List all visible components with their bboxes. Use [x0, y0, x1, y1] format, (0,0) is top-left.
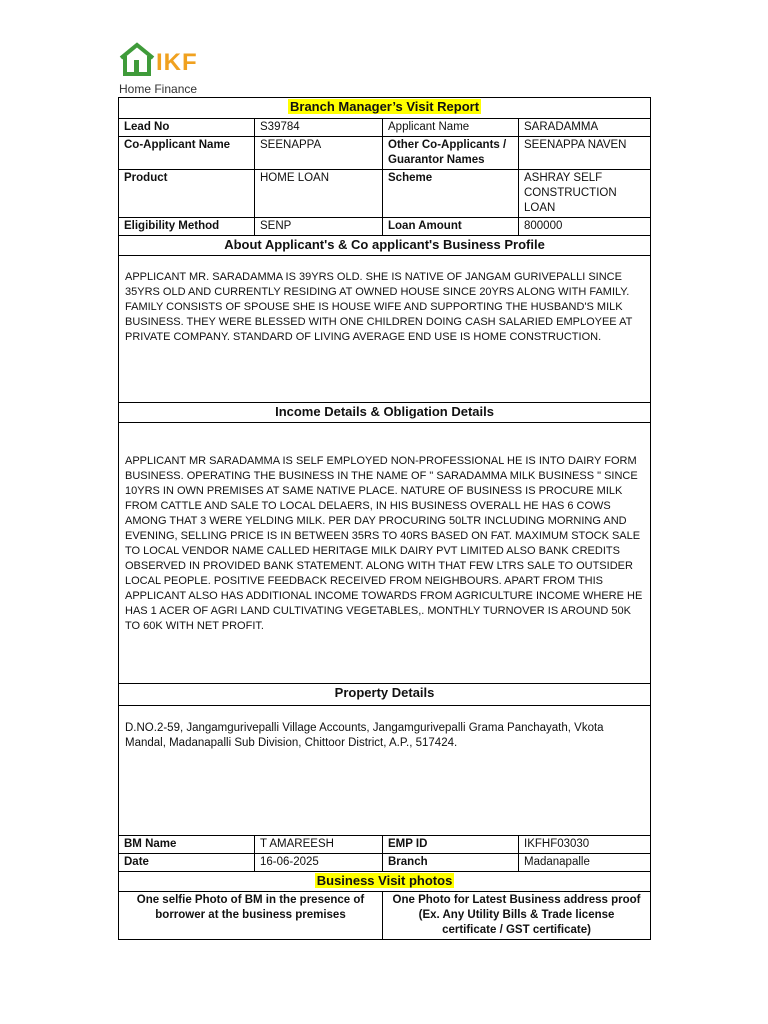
- emp-id-label: EMP ID: [383, 836, 519, 854]
- property-text: D.NO.2-59, Jangamgurivepalli Village Accounts, Jangamgurivepalli Grama Panchayath, Vkota Mandal, Madanapalli Sub Division, Chittoor District, A.P., 517424.: [119, 706, 651, 836]
- branch-label: Branch: [383, 854, 519, 872]
- logo-brand: IKF: [156, 49, 198, 76]
- other-co-applicants-value: SEENAPPA NAVEN: [519, 137, 651, 170]
- eligibility-label: Eligibility Method: [119, 218, 255, 236]
- income-title: Income Details & Obligation Details: [119, 403, 651, 423]
- report-title-text: Branch Manager’s Visit Report: [290, 99, 480, 114]
- emp-id-value: IKFHF03030: [519, 836, 651, 854]
- eligibility-value: SENP: [255, 218, 383, 236]
- house-icon: [118, 42, 156, 76]
- branch-value: Madanapalle: [519, 854, 651, 872]
- loan-amount-label: Loan Amount: [383, 218, 519, 236]
- date-label: Date: [119, 854, 255, 872]
- business-profile-text: APPLICANT MR. SARADAMMA IS 39YRS OLD. SHE IS NATIVE OF JANGAM GURIVEPALLI SINCE 35YRS OLD AND CURRENTLY RESIDING AT OWNED HOUSE SINCE 20YRS ALONG WITH FAMILY. FAMILY CONSISTS OF SPOUSE SHE IS HOUSE WIFE AND SUPPORTING THE HUSBAND'S MILK BUSINESS. THEY WERE BLESSED WITH ONE CHILDREN DOING CASH SALARIED EMPLOYEE AT PRIVATE COMPANY. STANDARD OF LIVING AVERAGE END USE IS HOME CONSTRUCTION.: [119, 256, 651, 403]
- other-co-applicants-label: Other Co-Applicants / Guarantor Names: [383, 137, 519, 170]
- loan-amount-value: 800000: [519, 218, 651, 236]
- scheme-label: Scheme: [383, 170, 519, 218]
- visit-report-table: [118, 97, 651, 940]
- product-label: Product: [119, 170, 255, 218]
- bm-name-label: BM Name: [119, 836, 255, 854]
- property-title: Property Details: [119, 684, 651, 706]
- report-title: [119, 98, 651, 119]
- co-applicant-value: SEENAPPA: [255, 137, 383, 170]
- photos-title-text: Business Visit photos: [316, 873, 453, 888]
- lead-no-value: S39784: [255, 119, 383, 137]
- lead-no-label: Lead No: [119, 119, 255, 137]
- applicant-name-value: SARADAMMA: [519, 119, 651, 137]
- applicant-name-label: Applicant Name: [383, 119, 519, 137]
- photos-title: [119, 872, 651, 892]
- bm-name-value: T AMAREESH: [255, 836, 383, 854]
- address-proof-photo-instruction: One Photo for Latest Business address proof (Ex. Any Utility Bills & Trade license certificate / GST certificate): [383, 892, 651, 940]
- date-value: 16-06-2025: [255, 854, 383, 872]
- business-profile-title: About Applicant's & Co applicant's Business Profile: [119, 236, 651, 256]
- product-value: HOME LOAN: [255, 170, 383, 218]
- scheme-value: ASHRAY SELF CONSTRUCTION LOAN: [519, 170, 651, 218]
- logo-tagline: Home Finance: [119, 82, 198, 96]
- selfie-photo-instruction: One selfie Photo of BM in the presence of borrower at the business premises: [119, 892, 383, 940]
- ikf-logo: [118, 40, 228, 96]
- co-applicant-label: Co-Applicant Name: [119, 137, 255, 170]
- income-text: APPLICANT MR SARADAMMA IS SELF EMPLOYED NON-PROFESSIONAL HE IS INTO DAIRY FORM BUSINESS. OPERATING THE BUSINESS IN THE NAME OF " SARADAMMA MILK BUSINESS " SINCE 10YRS IN OWN PREMISES AT SAME NATIVE PLACE. NATURE OF BUSINESS IS PROCURE MILK FROM CATTLE AND SALE TO LOCAL DELAERS, IN HIS BUSINESS OVERALL HE HAS 6 COWS AMONG THAT 3 WERE YELDING MILK. PER DAY PROCURING 50LTR INCLUDING MORNING AND EVENING, SELLING PRICE IS IN BETWEEN 35RS TO 40RS BASED ON FAT. MAXIMUM STOCK SALE TO LOCAL VENDOR NAME CALLED HERITAGE MILK DAIRY PVT LIMITED ALSO BANK CREDITS OBSERVED IN PROVIDED BANK STATEMENT. ALONG WITH THAT FEW LTRS SALE TO OUTSIDER LOCAL PEOPLE. POSITIVE FEEDBACK RECEIVED FROM NEIGHBOURS. APART FROM THIS APPLICANT ALSO HAS ADDITIONAL INCOME TOWARDS FROM AGRICULTURE INCOME WHERE HE HAS 1 ACER OF AGRI LAND CULTIVATING VEGETABLES,. MONTHLY TURNOVER IS AROUND 50K TO 60K WITH NET PROFIT.: [119, 423, 651, 684]
